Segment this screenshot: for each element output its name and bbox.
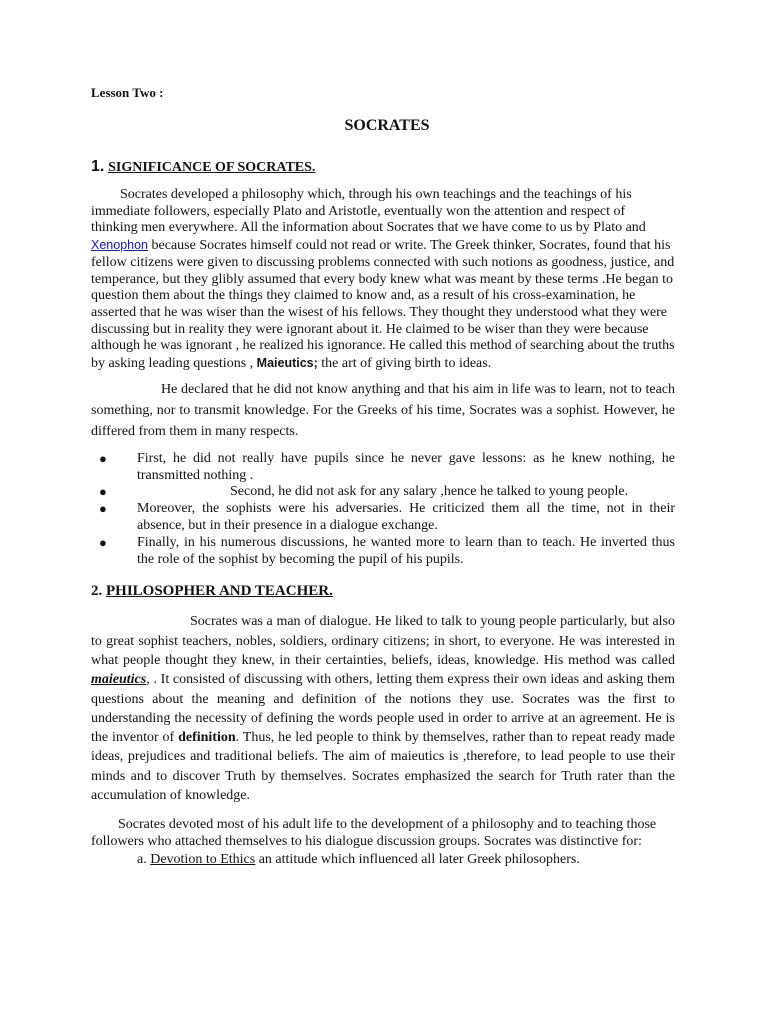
list-item-text: Finally, in his numerous discussions, he wanted more to learn than to teach. He inverted thus the role of the sophist by becoming the pupil of his pupils. (137, 534, 675, 567)
differences-list (91, 451, 675, 569)
section-2-paragraph-1 (91, 612, 675, 805)
section-1-number: 1. (91, 158, 105, 175)
list-item (91, 535, 675, 569)
item-label: a. (137, 851, 147, 867)
section-1-title: SIGNIFICANCE OF SOCRATES. (108, 160, 316, 175)
section-2-paragraph-2: Socrates devoted most of his adult life to the development of a philosophy and to teaching those followers who attached themselves to his dialogue discussion groups. Socrates was distinctive for: (91, 817, 657, 850)
item-text: an attitude which influenced all later Greek philosophers. (255, 851, 580, 867)
list-item-a (91, 851, 675, 868)
para-text: . Thus, he led people to think by themselves, rather than to repeat ready made ideas, prejudices and traditional beliefs. The aim of maieutics is ,therefore, to lead people to use their minds and to discover Truth by themselves. Socrates emphasized the search for Truth rater than the accumulation of knowledge. (91, 730, 676, 803)
para-text: , . It consisted of discussing with others, letting them express their own ideas and asking them questions about the meaning and definition of the notions they use. Socrates was the first to understanding the necessity of defining the words people used in order to arrive at an agreement. He is the inventor of (91, 672, 675, 746)
section-1-paragraph-1 (91, 187, 675, 373)
para-text: because Socrates himself could not read or write. The Greek thinker, Socrates, found that his fellow citizens were given to discussing problems connected with such notions as goodness, justice, and temperance, but they glibly assumed that every body knew what was meant by these terms .He began to question them about the things they claimed to know and, as a result of his cross-examination, he asserted that he was wiser than the wisest of his fellows. They thought they understood what they were discussing but in reality they were ignorant about it. He claimed to be wiser than they were because although he was ignorant , he realized his ignorance. He called this method of searching about the truths by asking leading questions , (91, 238, 675, 372)
para-text: the art of giving birth to ideas. (317, 356, 492, 372)
definition-term: definition (178, 730, 236, 746)
lesson-label: Lesson Two : (91, 85, 164, 100)
maieutics-term: maieutics (91, 672, 147, 688)
document-page (91, 84, 675, 868)
section-1-heading (91, 158, 675, 177)
para-text: Socrates was a man of dialogue. He liked to talk to young people particularly, but also to great sophist teachers, nobles, soldiers, ordinary citizens; in short, to everyone. He was interested in what people thought they knew, in their certainties, beliefs, ideas, knowledge. His method was called (91, 614, 675, 668)
section-2-number: 2. (91, 583, 103, 600)
list-item-text: First, he did not really have pupils since he never gave lessons: as he knew nothing, he transmitted nothing . (137, 450, 675, 483)
list-item (91, 484, 675, 501)
xenophon-link[interactable]: Xenophon (91, 238, 149, 253)
para-text: Socrates developed a philosophy which, through his own teachings and the teachings of his immediate followers, especially Plato and Aristotle, eventually won the attention and respect of thinking men everywhere. All the information about Socrates that we have come to us by Plato and (91, 187, 646, 236)
page-title: SOCRATES (344, 117, 430, 134)
section-1-paragraph-2: He declared that he did not know anything and that his aim in life was to learn, not to teach something, nor to transmit knowledge. For the Greeks of his time, Socrates was a sophist. However, he differed from them in many respects. (91, 381, 675, 439)
bullet-icon: ● (99, 484, 107, 500)
maieutics-term: Maieutics; (256, 356, 318, 371)
section-2-title: PHILOSOPHER AND TEACHER. (106, 583, 333, 600)
bullet-icon: ● (99, 534, 107, 550)
section-2-heading (91, 582, 675, 600)
bullet-icon: ● (99, 450, 107, 466)
list-item-text: Second, he did not ask for any salary ,hence he talked to young people. (230, 484, 629, 500)
list-item-text: Moreover, the sophists were his adversaries. He criticized them all the time, not in their absence, but in their presence in a dialogue exchange. (137, 501, 675, 533)
devotion-to-ethics-term: Devotion to Ethics (150, 851, 256, 867)
bullet-icon: ● (99, 501, 107, 517)
list-item (91, 501, 675, 535)
list-item (91, 451, 675, 485)
